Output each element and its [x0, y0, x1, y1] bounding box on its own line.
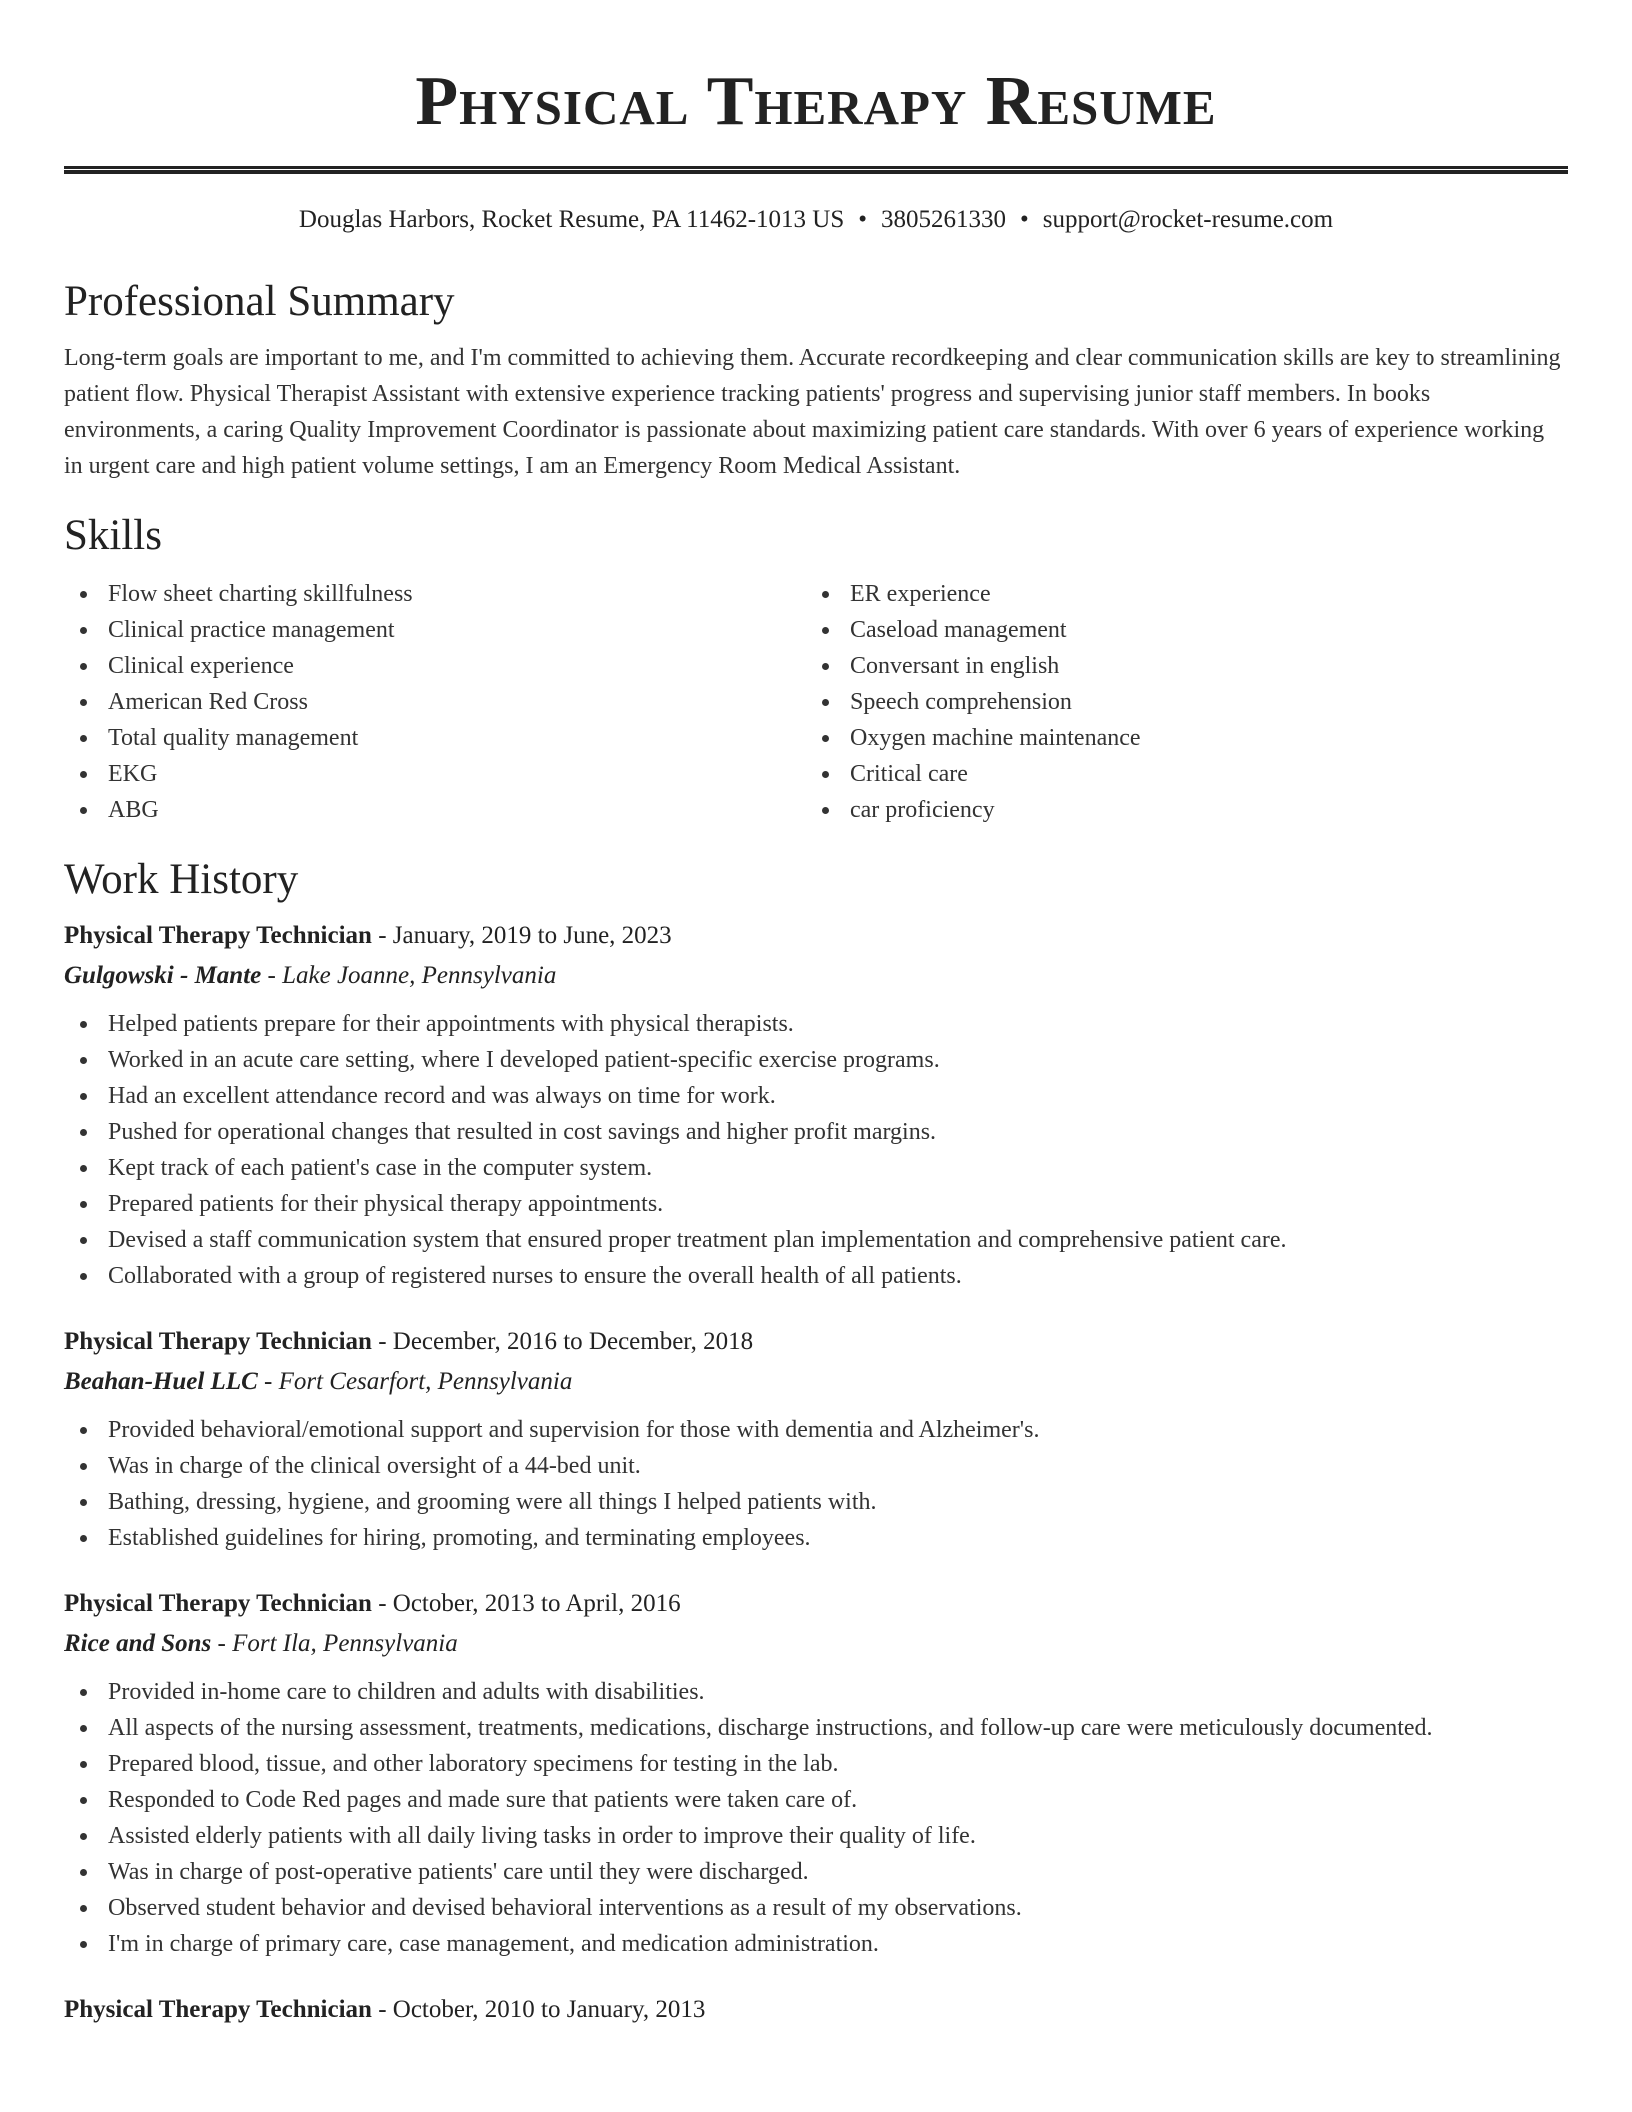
skill-item: EKG [64, 756, 806, 792]
job-duty-item: Responded to Code Red pages and made sure that patients were taken care of. [64, 1782, 1568, 1818]
contact-address: Douglas Harbors, Rocket Resume, PA 11462-1013 US [298, 206, 845, 233]
job-duty-item: Prepared blood, tissue, and other laboratory specimens for testing in the lab. [64, 1746, 1568, 1782]
contact-email: support@rocket-resume.com [1042, 206, 1334, 233]
contact-phone: 3805261330 [881, 206, 1007, 233]
skills-list-right [806, 576, 1548, 828]
company-dash: - [211, 1630, 233, 1657]
job-duty-item: Kept track of each patient's case in the computer system. [64, 1150, 1568, 1186]
job-company-line [64, 956, 1568, 996]
job-duty-item: Provided behavioral/emotional support and supervision for those with dementia and Alzheimer's. [64, 1412, 1568, 1448]
job-duty-item: Collaborated with a group of registered nurses to ensure the overall health of all patients. [64, 1258, 1568, 1294]
job-location: Fort Ila, Pennsylvania [232, 1630, 458, 1657]
skill-item: American Red Cross [64, 684, 806, 720]
job-duty-item: Provided in-home care to children and adults with disabilities. [64, 1674, 1568, 1710]
job-entry [64, 1584, 1568, 1962]
skill-item: car proficiency [806, 792, 1548, 828]
job-duty-item: Pushed for operational changes that resulted in cost savings and higher profit margins. [64, 1114, 1568, 1150]
skill-item: ER experience [806, 576, 1548, 612]
skill-item: Critical care [806, 756, 1548, 792]
job-location: Fort Cesarfort, Pennsylvania [278, 1368, 573, 1395]
job-duty-item: Helped patients prepare for their appointments with physical therapists. [64, 1006, 1568, 1042]
skills-list-left [64, 576, 806, 828]
summary-text: Long-term goals are important to me, and I'm committed to achieving them. Accurate recordkeeping and clear communication skills are key to streamlining patient flow. Physical Therapist Assistant with extensive experience tracking patients' progress and supervising junior staff members. In books environments, a caring Quality Improvement Coordinator is passionate about maximizing patient care standards. With over 6 years of experience working in urgent care and high patient volume settings, I am an Emergency Room Medical Assistant. [64, 345, 1561, 479]
contact-line [64, 204, 1568, 236]
skills-heading: Skills [64, 512, 162, 559]
skill-item: Oxygen machine maintenance [806, 720, 1548, 756]
job-dates: December, 2016 to December, 2018 [392, 1328, 754, 1355]
job-duties [64, 1412, 1568, 1556]
job-company-line [64, 1362, 1568, 1402]
job-dash: - [371, 922, 393, 949]
job-duties [64, 1674, 1568, 1962]
skill-item: Flow sheet charting skillfulness [64, 576, 806, 612]
job-dash: - [371, 1328, 393, 1355]
job-entry [64, 1990, 1568, 2030]
job-title: Physical Therapy Technician [64, 1590, 372, 1617]
summary-heading: Professional Summary [64, 278, 455, 325]
job-duty-item: I'm in charge of primary care, case management, and medication administration. [64, 1926, 1568, 1962]
job-company: Gulgowski - Mante [64, 962, 262, 989]
job-duty-item: Established guidelines for hiring, promoting, and terminating employees. [64, 1520, 1568, 1556]
company-dash: - [257, 1368, 279, 1395]
job-duty-item: All aspects of the nursing assessment, treatments, medications, discharge instructions, and follow-up care were meticulously documented. [64, 1710, 1568, 1746]
job-duty-item: Was in charge of the clinical oversight of a 44-bed unit. [64, 1448, 1568, 1484]
job-duty-item: Bathing, dressing, hygiene, and grooming were all things I helped patients with. [64, 1484, 1568, 1520]
job-title: Physical Therapy Technician [64, 922, 372, 949]
job-dash: - [371, 1590, 393, 1617]
job-duty-item: Prepared patients for their physical therapy appointments. [64, 1186, 1568, 1222]
contact-separator: • [1020, 206, 1029, 233]
job-dates: October, 2013 to April, 2016 [392, 1590, 681, 1617]
job-title-line [64, 1322, 1568, 1362]
job-dash: - [371, 1996, 393, 2023]
skill-item: ABG [64, 792, 806, 828]
work-history-heading: Work History [64, 856, 299, 903]
skill-item: Conversant in english [806, 648, 1548, 684]
job-title: Physical Therapy Technician [64, 1328, 372, 1355]
company-dash: - [261, 962, 283, 989]
job-duty-item: Worked in an acute care setting, where I developed patient-specific exercise programs. [64, 1042, 1568, 1078]
skill-item: Clinical experience [64, 648, 806, 684]
job-duty-item: Was in charge of post-operative patients' care until they were discharged. [64, 1854, 1568, 1890]
job-title: Physical Therapy Technician [64, 1996, 372, 2023]
job-duty-item: Assisted elderly patients with all daily living tasks in order to improve their quality of life. [64, 1818, 1568, 1854]
skill-item: Caseload management [806, 612, 1548, 648]
job-company: Rice and Sons [64, 1630, 212, 1657]
job-duty-item: Observed student behavior and devised behavioral interventions as a result of my observations. [64, 1890, 1568, 1926]
job-title-line [64, 1990, 1568, 2030]
skills-columns [64, 576, 1568, 828]
skill-item: Speech comprehension [806, 684, 1548, 720]
job-entry [64, 1322, 1568, 1556]
job-duty-item: Had an excellent attendance record and was always on time for work. [64, 1078, 1568, 1114]
job-company: Beahan-Huel LLC [64, 1368, 258, 1395]
work-history-list [64, 916, 1568, 2030]
job-location: Lake Joanne, Pennsylvania [282, 962, 557, 989]
job-company-line [64, 1624, 1568, 1664]
skill-item: Clinical practice management [64, 612, 806, 648]
job-dates: January, 2019 to June, 2023 [392, 922, 672, 949]
job-title-line [64, 916, 1568, 956]
skill-item: Total quality management [64, 720, 806, 756]
job-duty-item: Devised a staff communication system that ensured proper treatment plan implementation and comprehensive patient care. [64, 1222, 1568, 1258]
title-double-rule [64, 166, 1568, 174]
job-title-line [64, 1584, 1568, 1624]
page-title: Physical Therapy Resume [415, 63, 1217, 140]
job-duties [64, 1006, 1568, 1294]
job-dates: October, 2010 to January, 2013 [392, 1996, 706, 2023]
job-entry [64, 916, 1568, 1294]
contact-separator: • [858, 206, 868, 233]
